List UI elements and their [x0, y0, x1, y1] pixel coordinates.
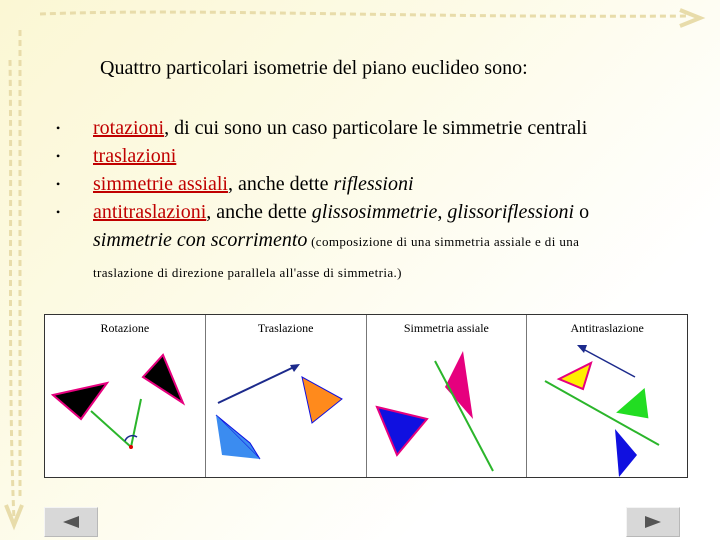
original-triangle — [377, 407, 427, 455]
glide-reflection-cell — [527, 315, 687, 477]
reflected-triangle — [445, 351, 473, 419]
bullet-italic-text: glissoriflessioni — [447, 201, 575, 223]
bullet-dot: • — [56, 177, 61, 191]
translation-vector — [218, 367, 294, 403]
bullet-item — [56, 114, 696, 142]
bullet-text: , di cui sono un caso particolare le simmetrie centrali — [164, 117, 588, 139]
bullet-continuation-line2: traslazione di direzione parallela all'asse di simmetria.) — [93, 265, 402, 280]
panel-label: Rotazione — [100, 321, 150, 335]
axial-symmetry-figure — [367, 315, 527, 477]
bullet-text: , anche dette — [206, 201, 312, 223]
translated-triangle — [302, 377, 342, 423]
original-triangle-fill — [216, 415, 260, 459]
rotation-angle-arc — [125, 436, 137, 441]
bullet-item — [56, 142, 696, 170]
rotated-triangle — [143, 355, 183, 403]
original-triangle — [53, 383, 107, 419]
previous-slide-button[interactable] — [44, 507, 98, 537]
bullet-continuation — [93, 226, 696, 256]
original-triangle — [559, 363, 591, 389]
rotation-figure — [45, 315, 203, 477]
rotation-arm — [91, 411, 131, 447]
bullet-text: o — [574, 201, 590, 223]
slide-title: Quattro particolari isometrie del piano euclideo sono: — [100, 57, 528, 79]
bullet-list — [56, 114, 696, 284]
arrow-head-icon — [577, 345, 587, 353]
bullet-dot: • — [56, 149, 61, 163]
glided-triangle — [615, 387, 649, 419]
translation-cell — [206, 315, 367, 477]
bullet-italic-text: riflessioni — [333, 173, 414, 195]
rotation-cell — [45, 315, 206, 477]
triangle-left-icon — [61, 515, 81, 529]
panel-label: Simmetria assiale — [403, 321, 489, 335]
next-slide-button[interactable] — [626, 507, 680, 537]
glide-reflection-figure — [527, 315, 689, 477]
rotation-arm — [131, 399, 141, 447]
panel-label: Traslazione — [257, 321, 314, 335]
translation-figure — [206, 315, 366, 477]
bullet-italic-text: glissosimmetrie — [311, 201, 438, 223]
continuation-small: (composizione di una simmetria assiale e di una — [307, 234, 580, 249]
bullet-dot: • — [56, 205, 61, 219]
rotation-center — [129, 445, 133, 449]
term-link[interactable]: simmetrie assiali — [93, 173, 228, 195]
term-link[interactable]: rotazioni — [93, 117, 165, 139]
bullet-dot: • — [56, 121, 61, 135]
continuation-italic: simmetrie con scorrimento — [93, 229, 308, 251]
panel-label: Antitraslazione — [570, 321, 644, 335]
isometry-figure-panel — [44, 314, 688, 478]
bullet-text: , — [437, 201, 448, 223]
axial-symmetry-cell — [367, 315, 528, 477]
term-link[interactable]: traslazioni — [93, 145, 177, 167]
bullet-text: , anche dette — [227, 173, 334, 195]
triangle-right-icon — [643, 515, 663, 529]
reflected-triangle — [615, 429, 637, 477]
arrow-right-decor-icon — [680, 10, 700, 26]
bullet-item — [56, 198, 696, 226]
bullet-item — [56, 170, 696, 198]
term-link[interactable]: antitraslazioni — [93, 201, 207, 223]
